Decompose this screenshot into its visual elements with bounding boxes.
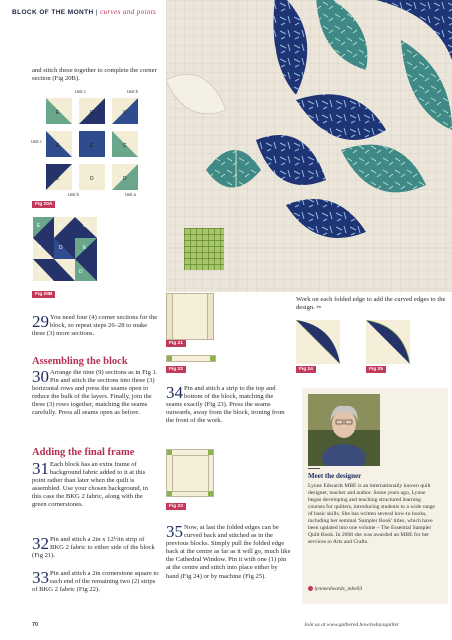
- step-number: 31: [32, 459, 49, 478]
- step-text: Now, at last the folded edges can be curved back and stitched as in the previous blocks. Simply pull the folded edge back at the centre as far as it will go, much like the Cathedral Window. Pin it with one (1) pin at the centre and stitch into place either by hand (Fig 24) or by machine (Fig 25).: [166, 524, 291, 580]
- assembling-heading: Assembling the block: [32, 356, 128, 367]
- step-text: Pin and stitch a 2in cornerstone square to each end of the remaining two (2) strips of BKG 2 fabric (Fig 22).: [32, 570, 159, 594]
- svg-text:E: E: [56, 110, 60, 116]
- svg-text:D: D: [59, 245, 63, 251]
- quilt-illustration: [166, 0, 452, 292]
- step-text: Each block has an extra frame of background fabric added to it at this point rather than later when the quilt is assembled. Use your chosen background, in this case the BKG 2 fabric, along with the green cornerstones.: [32, 461, 148, 509]
- instagram-handle[interactable]: lynneedwards_mbe03: [308, 586, 362, 592]
- step-35: [166, 524, 292, 581]
- fig20a-diagram: [28, 88, 168, 200]
- intro-text: and stitch these together to complete the corner section (Fig 20B).: [32, 67, 157, 83]
- footer-link[interactable]: Join us at www.gathered.how/todaysquilter: [304, 622, 400, 628]
- svg-text:E: E: [83, 245, 87, 251]
- svg-text:E: E: [58, 223, 62, 229]
- svg-text:E: E: [38, 269, 42, 275]
- step-32: [32, 536, 159, 560]
- svg-text:E: E: [38, 245, 42, 251]
- unit-label: Unit c: [31, 139, 42, 144]
- fig20a-label: Fig 20A: [32, 201, 55, 208]
- fig25-diagram: [366, 320, 410, 364]
- step-34: [166, 385, 290, 425]
- step-33: [32, 570, 159, 594]
- step-text: You need four (4) corner sections for the block, so repeat steps 26–28 to make three (3) more sections.: [32, 314, 158, 338]
- page-number: 70: [32, 622, 39, 628]
- fig23-label: Fig 23: [166, 503, 186, 510]
- svg-text:E: E: [56, 176, 60, 182]
- step-29: [32, 314, 158, 338]
- fig20b-label: Fig 20B: [32, 291, 55, 298]
- step-number: 32: [32, 534, 49, 553]
- fig21-diagram: [166, 293, 214, 340]
- fig24-label: Fig 24: [296, 366, 316, 373]
- step-number: 29: [32, 312, 49, 331]
- step-text: Pin and stitch a 2in x 12½in strip of BKG 2 fabric to either side of the block (Fig 21).: [32, 536, 155, 560]
- unit-label: Unit c: [75, 89, 86, 94]
- adding-heading: Adding the final frame: [32, 447, 135, 458]
- step-number: 33: [32, 568, 49, 587]
- designer-bio: Lynne Edwards MBE is an internationally known quilt designer, teacher and author. Some years ago, Lynne began developing and teaching structured learning courses for quilters, introducing students to a wide range of basic skills. She has written several how-to books, including her seminal 'Sampler Book' titles, which have been updated into one volume – The Essential Sampler Quilt Book. In 2008 she was awarded an MBE for her services to Arts and Crafts.: [308, 483, 435, 545]
- instagram-icon: [308, 586, 313, 591]
- step-30: [32, 369, 159, 418]
- svg-text:C: C: [83, 223, 87, 229]
- designer-photo: [308, 394, 380, 466]
- step-number: 30: [32, 367, 49, 386]
- svg-text:E: E: [56, 143, 60, 149]
- step-text: Pin and stitch a strip to the top and bottom of the block, matching the seams exactly (Fig 23). Press the seams outwards, away from the block, ironing from the front of the work.: [166, 385, 285, 425]
- fig23-diagram: [166, 449, 214, 497]
- fig20a-grid: [46, 98, 138, 190]
- fig25-label: Fig 25: [366, 366, 386, 373]
- folded-edge-note: Work on each folded edge to add the curved edges to the design. ✂: [296, 296, 446, 312]
- quilt-photo: [166, 0, 452, 292]
- scissors-icon: ✂: [316, 305, 322, 312]
- svg-text:E: E: [90, 110, 94, 116]
- fig21-label: Fig 21: [166, 340, 186, 347]
- step-31: [32, 461, 159, 510]
- fig24-diagram: [296, 320, 340, 364]
- unit-label: Unit a: [125, 192, 136, 197]
- unit-label: Unit b: [68, 192, 79, 197]
- svg-text:C: C: [123, 143, 127, 149]
- svg-text:D: D: [79, 269, 83, 275]
- fig20b-diagram: [33, 217, 97, 281]
- fig22-diagram: [166, 355, 216, 362]
- divider: [308, 468, 320, 469]
- svg-text:D: D: [90, 176, 94, 182]
- svg-text:E: E: [90, 143, 94, 149]
- fig22-label: Fig 22: [166, 366, 186, 373]
- svg-text:E: E: [37, 223, 41, 229]
- step-number: 35: [166, 522, 183, 541]
- designer-heading: Meet the designer: [308, 472, 362, 480]
- step-text: Arrange the nine (9) sections as in Fig 1. Pin and stitch the sections into three (3) horizontal rows and press the seams open to reduce the bulk of the layers. Finally, join the three (3) rows together, matching the seams carefully. Press all seams open as before.: [32, 369, 158, 417]
- page-header: BLOCK OF THE MONTH | curves and points: [12, 8, 157, 16]
- svg-text:D: D: [123, 176, 127, 182]
- svg-text:C: C: [123, 110, 127, 116]
- step-number: 34: [166, 383, 183, 402]
- unit-label: Unit b: [127, 89, 138, 94]
- designer-box: [302, 388, 448, 604]
